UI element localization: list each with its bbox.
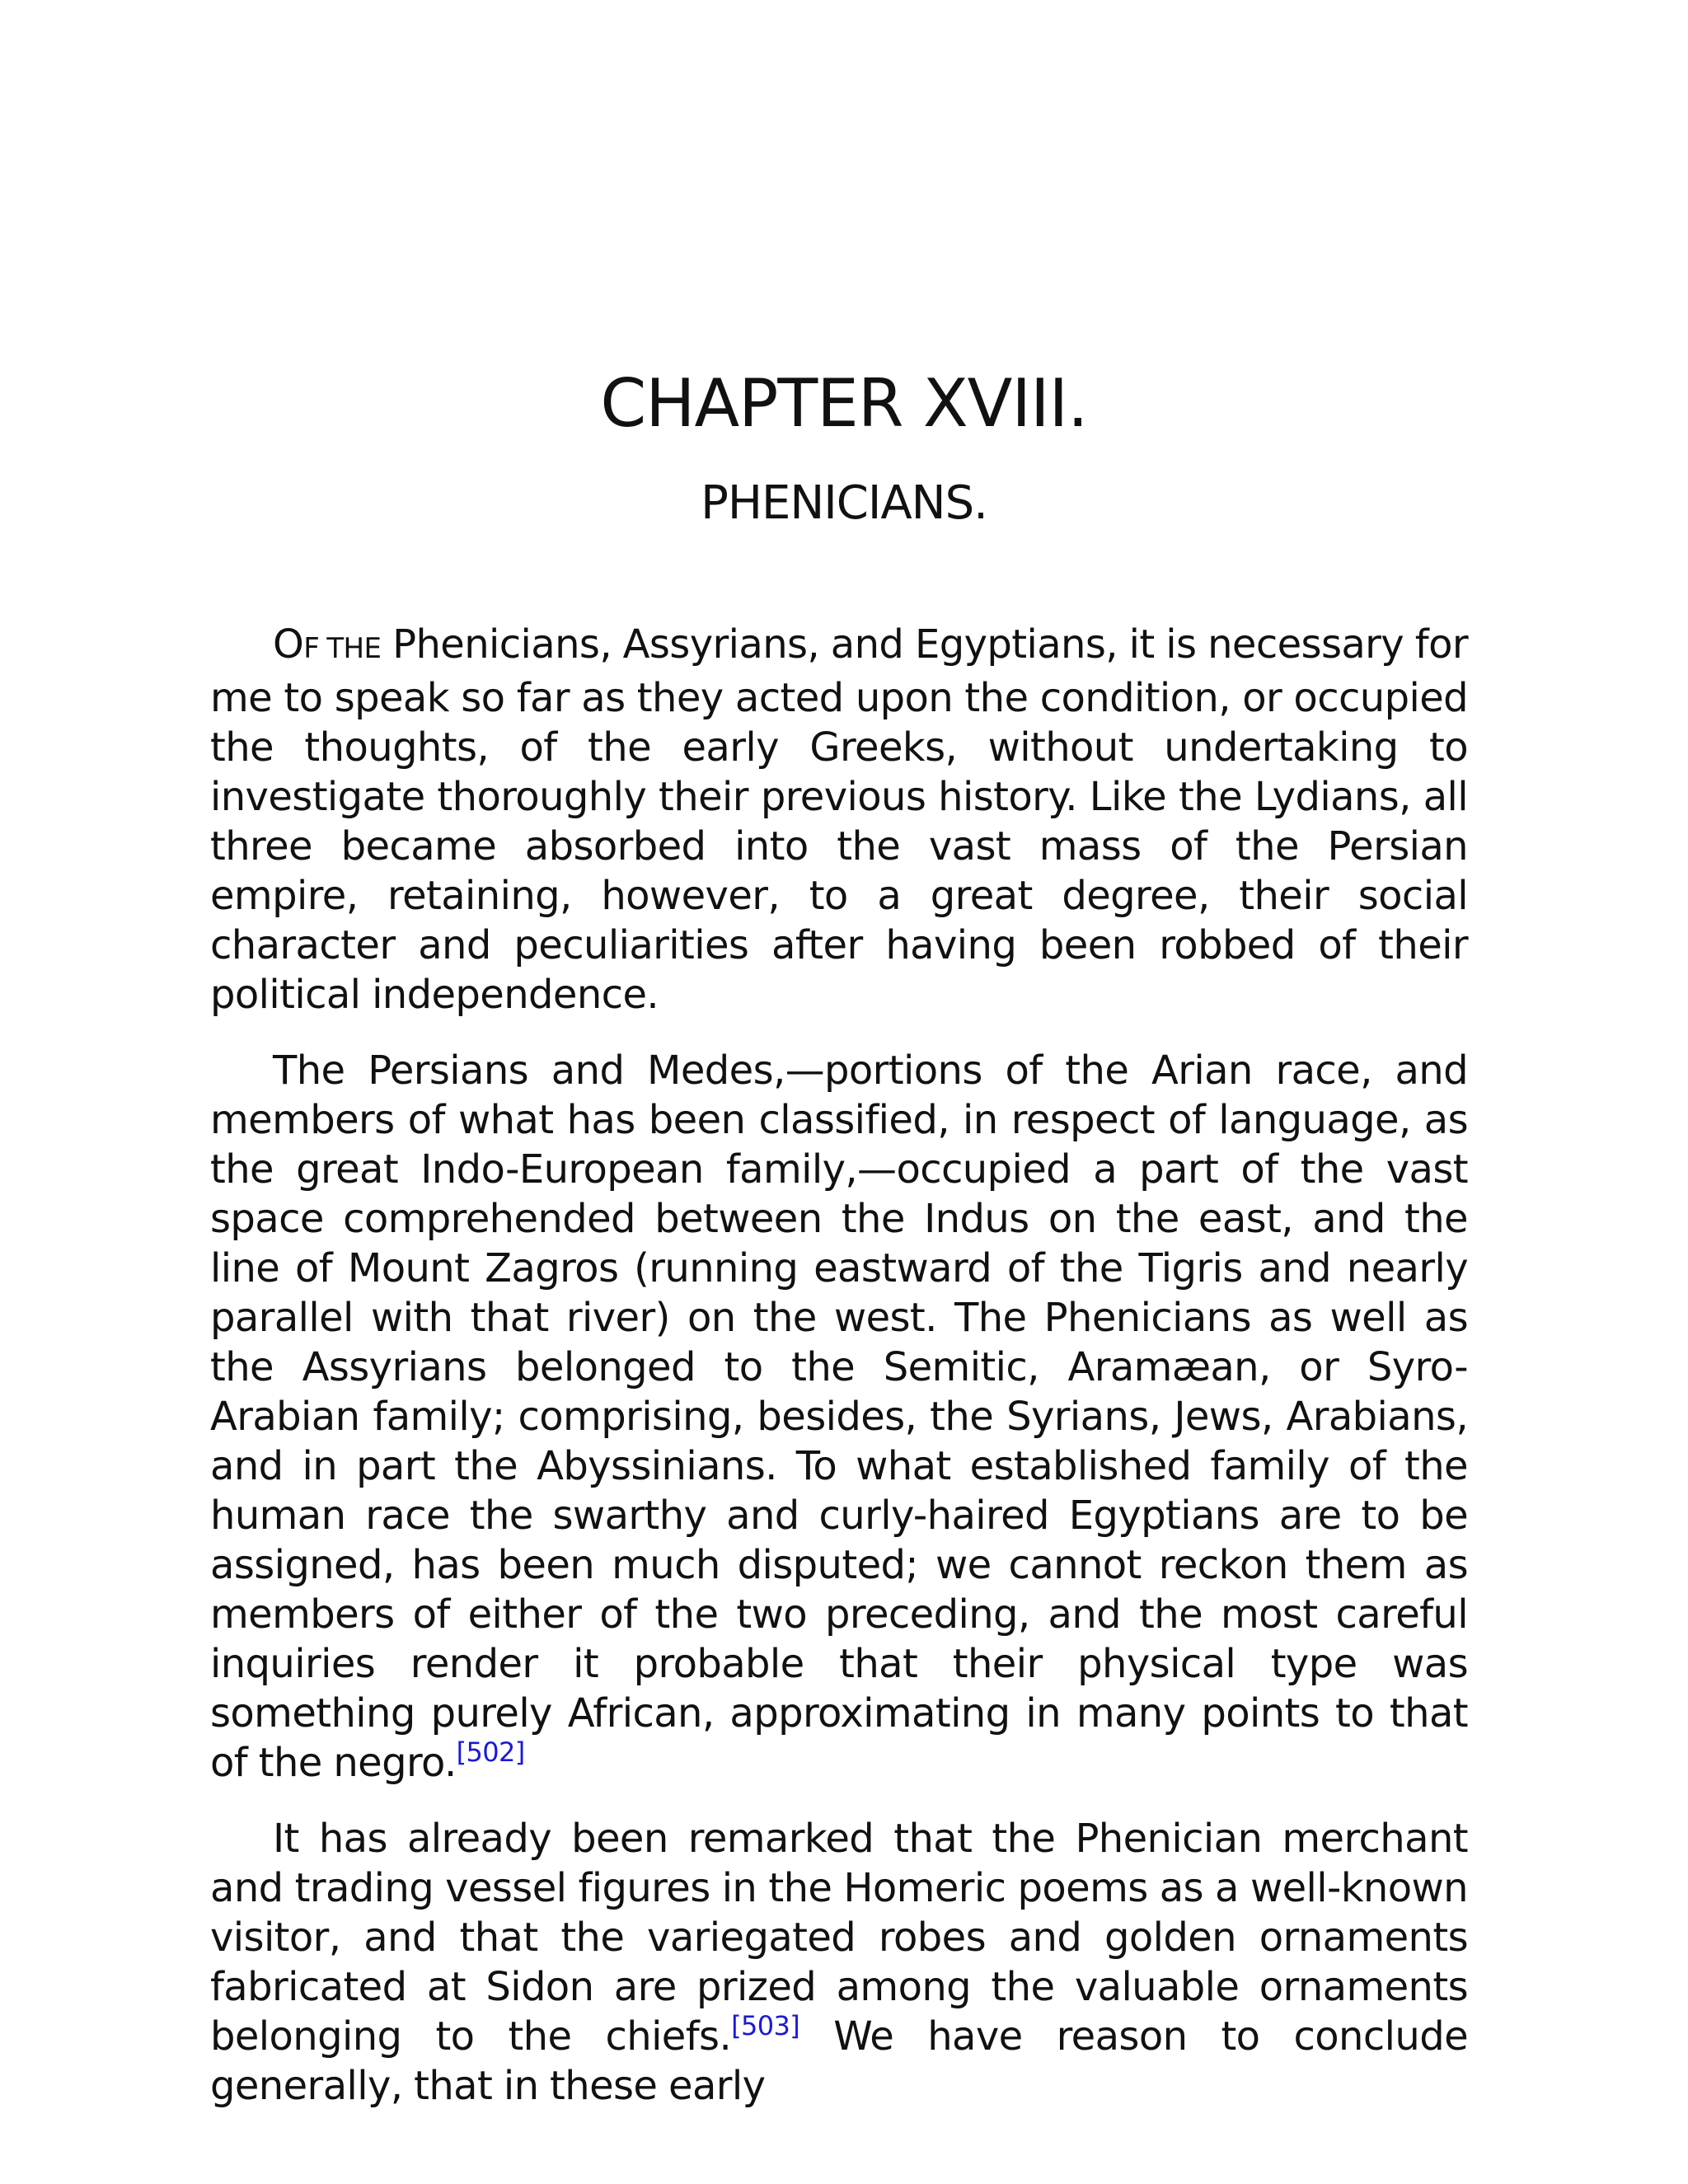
chapter-body [210,620,1468,2137]
paragraph-text: Phenicians, Assyrians, and Egyptians, it is necessary for me to speak so far as they acted upon the condition, or occupied the thoughts, of the early Greeks, without undertaking to investigate thoroughly their previous history. Like the Lydians, all three became absorbed into the vast mass of the Persian empire, retaining, however, to a great degree, their social character and peculiarities after having been robbed of their political independence. [210,621,1468,1018]
footnote-link-503[interactable]: [503] [731,2010,800,2041]
paragraph-2 [210,1046,1468,1788]
footnote-link-502[interactable]: [502] [456,1736,525,1768]
smallcaps-lead: F THE [303,632,382,665]
chapter-subtitle: PHENICIANS. [701,476,987,530]
chapter-title: CHAPTER XVIII. [600,365,1088,442]
paragraph-1 [210,620,1468,1019]
paragraph-text: The Persians and Medes,—portions of the Arian race, and members of what has been classified, in respect of language, as the great Indo-European family,—occupied a part of the vast space comprehended between the Indus on the east, and the line of Mount Zagros (running eastward of the Tigris and nearly parallel with that river) on the west. The Phenicians as well as the Assyrians belonged to the Semitic, Aramæan, or Syro-Arabian family; comprising, besides, the Syrians, Jews, Arabians, and in part the Abyssinians. To what established family of the human race the swarthy and curly-haired Egyptians are to be assigned, has been much disputed; we cannot reckon them as members of either of the two preceding, and the most careful inquiries render it probable that their physical type was something purely African, approximating in many points to that of the negro. [210,1047,1468,1786]
drop-initial: O [273,621,304,668]
paragraph-text-continued: We have reason to conclude generally, that in these early [210,2013,1468,2109]
paragraph-3 [210,1814,1468,2111]
paragraph-text: It has already been remarked that the Phenician merchant and trading vessel figures in the Homeric poems as a well-known visitor, and that the variegated robes and golden ornaments fabricated at Sidon are prized among the valuable ornaments belonging to the chiefs. [210,1816,1468,2060]
